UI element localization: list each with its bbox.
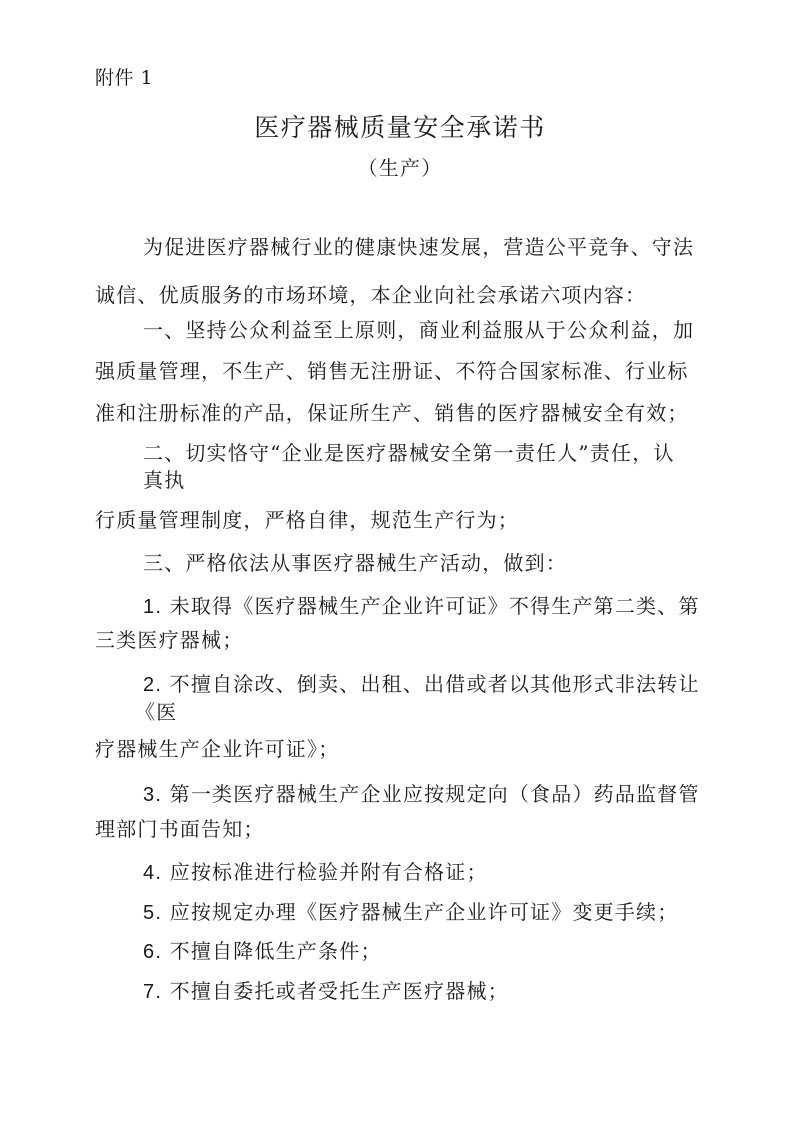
item-5 <box>143 900 678 925</box>
intro-line-1: 为促进医疗器械行业的健康快速发展，营造公平竞争、守法 <box>143 235 695 259</box>
item-text: 不擅自降低生产条件； <box>169 939 382 963</box>
promise-1-line-2: 强质量管理，不生产、销售无注册证、不符合国家标准、行业标 <box>95 359 689 383</box>
promise-3-line-1: 三、严格依法从事医疗器械生产活动，做到： <box>143 551 567 575</box>
item-1 <box>143 594 700 619</box>
item-text: 第一类医疗器械生产企业应按规定向（食品）药品监督管 <box>169 782 700 806</box>
promise-1-line-3: 准和注册标准的产品，保证所生产、销售的医疗器械安全有效； <box>95 401 689 425</box>
item-number: 6. <box>143 941 163 963</box>
item-number: 5. <box>143 902 163 924</box>
item-number: 3. <box>143 784 163 806</box>
intro-line-2: 诚信、优质服务的市场环境，本企业向社会承诺六项内容： <box>95 283 647 307</box>
promise-2-line-1: 二、切实恪守“企业是医疗器械安全第一责任人”责任，认 <box>143 441 675 465</box>
item-2-line-3: 疗器械生产企业许可证》； <box>95 737 340 761</box>
attachment-label: 附件 1 <box>95 67 154 89</box>
item-text: 应按标准进行检验并附有合格证； <box>169 860 488 884</box>
item-3-line-2: 理部门书面告知； <box>95 817 265 841</box>
promise-2-line-3: 行质量管理制度，严格自律，规范生产行为； <box>95 508 519 532</box>
item-text: 未取得《医疗器械生产企业许可证》不得生产第二类、第 <box>169 594 700 618</box>
item-number: 1. <box>143 596 163 618</box>
item-number: 4. <box>143 862 163 884</box>
promise-2-line-2: 真执 <box>143 468 186 492</box>
document-title: 医疗器械质量安全承诺书 <box>254 113 546 142</box>
promise-1-line-1: 一、坚持公众利益至上原则，商业利益服从于公众利益，加 <box>143 318 695 342</box>
item-7 <box>143 979 509 1004</box>
item-number: 7. <box>143 981 163 1003</box>
item-text: 应按规定办理《医疗器械生产企业许可证》变更手续； <box>169 900 679 924</box>
document-subtitle: （生产） <box>357 156 443 180</box>
item-number: 2. <box>143 674 163 696</box>
item-2 <box>143 672 700 697</box>
item-text: 不擅自涂改、倒卖、出租、出借或者以其他形式非法转让 <box>169 672 700 696</box>
item-2-line-2: 《医 <box>135 700 178 724</box>
item-text: 不擅自委托或者受托生产医疗器械； <box>169 979 509 1003</box>
item-6 <box>143 939 382 964</box>
item-3 <box>143 782 700 807</box>
item-4 <box>143 860 488 885</box>
item-1-line-2: 三类医疗器械； <box>95 628 244 652</box>
